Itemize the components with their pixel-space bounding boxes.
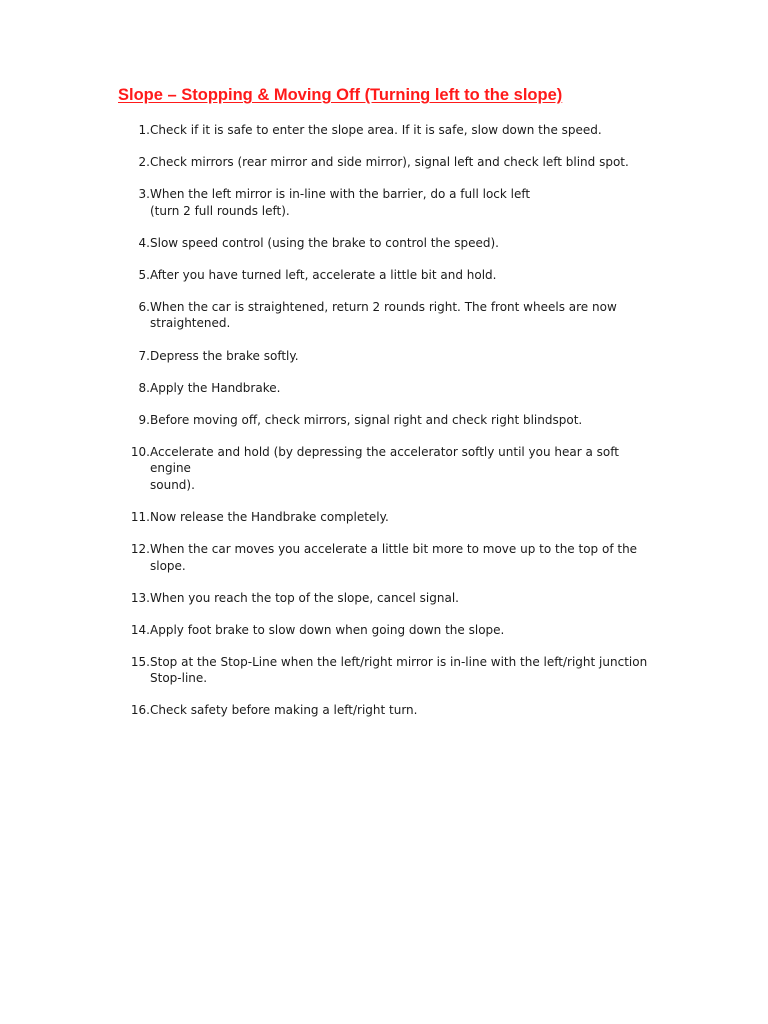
- step-text: Before moving off, check mirrors, signal right and check right blindspot.: [150, 412, 583, 427]
- list-item: [118, 299, 658, 332]
- step-number: 12.: [130, 542, 150, 557]
- step-number: 3.: [138, 187, 150, 202]
- step-number: 10.: [130, 444, 150, 459]
- step-text: Stop at the Stop-Line when the left/right mirror is in-line with the left/right junction Stop-line.: [150, 654, 648, 686]
- step-text: Apply the Handbrake.: [150, 380, 281, 395]
- step-text: When the left mirror is in-line with the barrier, do a full lock left (turn 2 full rounds left).: [150, 187, 531, 218]
- step-number: 15.: [130, 654, 150, 669]
- step-number: 7.: [138, 348, 150, 363]
- step-text: Apply foot brake to slow down when going down the slope.: [150, 622, 505, 637]
- step-number: 4.: [138, 235, 150, 250]
- step-text: When you reach the top of the slope, cancel signal.: [150, 590, 459, 605]
- list-item: [118, 186, 658, 219]
- list-item: [118, 412, 658, 429]
- list-item: [118, 509, 658, 526]
- step-text: When the car is straightened, return 2 rounds right. The front wheels are now straightened.: [150, 299, 617, 331]
- list-item: [118, 590, 658, 607]
- page-title: Slope – Stopping & Moving Off (Turning left to the slope): [118, 86, 563, 104]
- list-item: [118, 154, 658, 171]
- step-number: 14.: [130, 622, 150, 637]
- step-text: Accelerate and hold (by depressing the accelerator softly until you hear a soft engine sound).: [150, 444, 619, 492]
- list-item: [118, 348, 658, 365]
- step-text: Now release the Handbrake completely.: [150, 509, 389, 524]
- step-number: 5.: [138, 267, 150, 282]
- step-number: 8.: [138, 380, 150, 395]
- list-item: [118, 122, 658, 139]
- list-item: [118, 541, 658, 574]
- step-number: 9.: [138, 412, 150, 427]
- step-number: 13.: [130, 590, 150, 605]
- list-item: [118, 235, 658, 252]
- step-text: Slow speed control (using the brake to control the speed).: [150, 235, 499, 250]
- step-number: 2.: [138, 155, 150, 170]
- list-item: [118, 380, 658, 397]
- step-number: 16.: [130, 703, 150, 718]
- step-text: Check mirrors (rear mirror and side mirror), signal left and check left blind spot.: [150, 155, 629, 170]
- list-item: [118, 622, 658, 639]
- step-text: Depress the brake softly.: [150, 348, 299, 363]
- steps-list: [118, 122, 658, 735]
- step-number: 6.: [138, 299, 150, 314]
- step-text: Check safety before making a left/right turn.: [150, 703, 418, 718]
- step-text: Check if it is safe to enter the slope area. If it is safe, slow down the speed.: [150, 123, 602, 137]
- step-number: 11.: [130, 509, 150, 524]
- step-number: 1.: [138, 123, 150, 137]
- step-text: When the car moves you accelerate a little bit more to move up to the top of the slope.: [150, 542, 638, 573]
- list-item: [118, 654, 658, 687]
- list-item: [118, 702, 658, 719]
- list-item: [118, 444, 658, 494]
- list-item: [118, 267, 658, 284]
- step-text: After you have turned left, accelerate a little bit and hold.: [150, 267, 497, 282]
